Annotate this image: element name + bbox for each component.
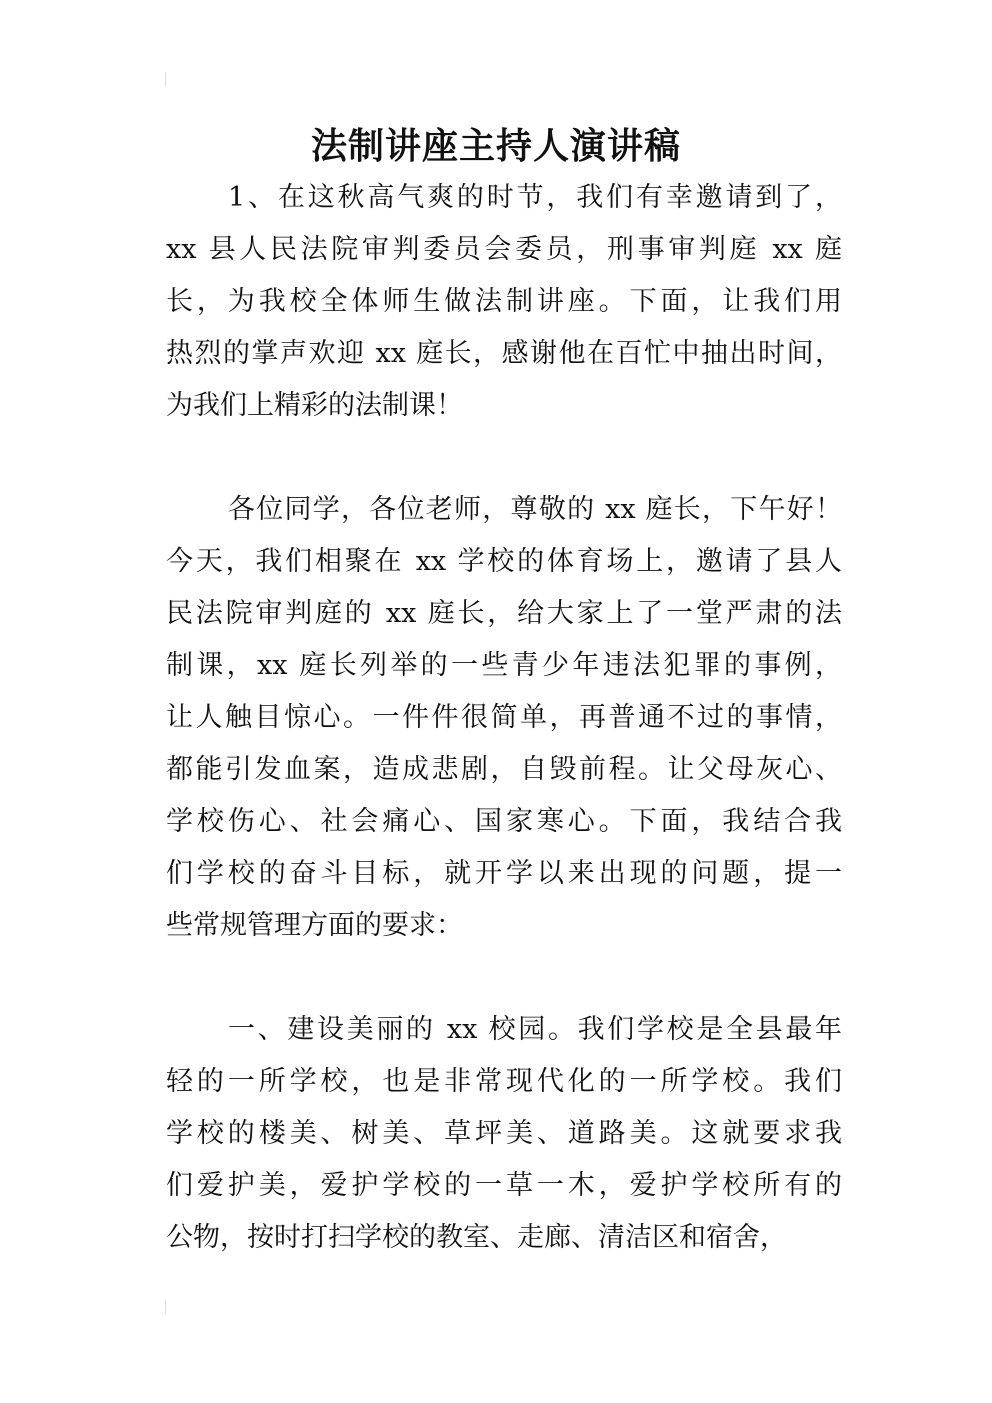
text-line: 民法院审判庭的 xx 庭长，给大家上了一堂严肃的法 <box>166 598 842 629</box>
text-line: 们爱护美，爱护学校的一草一木，爱护学校所有的 <box>166 1170 842 1201</box>
text-line: 公物，按时打扫学校的教室、走廊、清洁区和宿舍， <box>166 1222 787 1253</box>
paragraph-intro <box>166 172 842 432</box>
text-line: 学校的楼美、树美、草坪美、道路美。这就要求我 <box>166 1118 842 1149</box>
page-corner-mark <box>165 1300 166 1314</box>
text-line: 制课，xx 庭长列举的一些青少年违法犯罪的事例， <box>166 650 842 681</box>
text-line: 今天，我们相聚在 xx 学校的体育场上，邀请了县人 <box>166 546 842 577</box>
text-line: 些常规管理方面的要求： <box>166 910 463 941</box>
text-line: 热烈的掌声欢迎 xx 庭长，感谢他在百忙中抽出时间， <box>166 338 842 369</box>
document-title: 法制讲座主持人演讲稿 <box>310 126 681 167</box>
paragraph-greeting <box>166 484 842 952</box>
page-corner-mark <box>165 72 166 86</box>
text-line: 们学校的奋斗目标，就开学以来出现的问题，提一 <box>166 858 842 889</box>
text-line: 长，为我校全体师生做法制讲座。下面，让我们用 <box>166 286 842 317</box>
text-line: 都能引发血案，造成悲剧，自毁前程。让父母灰心、 <box>166 754 842 785</box>
text-line: 为我们上精彩的法制课！ <box>166 390 463 421</box>
text-line: 学校伤心、社会痛心、国家寒心。下面，我结合我 <box>166 806 842 837</box>
text-line: 1、在这秋高气爽的时节，我们有幸邀请到了， <box>228 182 842 213</box>
text-line: xx 县人民法院审判委员会委员，刑事审判庭 xx 庭 <box>166 234 842 265</box>
text-line: 一、建设美丽的 xx 校园。我们学校是全县最年 <box>228 1014 842 1045</box>
text-line: 轻的一所学校，也是非常现代化的一所学校。我们 <box>166 1066 842 1097</box>
text-line: 各位同学，各位老师，尊敬的 xx 庭长，下午好！ <box>228 494 842 525</box>
paragraph-campus <box>166 1004 842 1264</box>
text-line: 让人触目惊心。一件件很简单，再普通不过的事情， <box>166 702 842 733</box>
